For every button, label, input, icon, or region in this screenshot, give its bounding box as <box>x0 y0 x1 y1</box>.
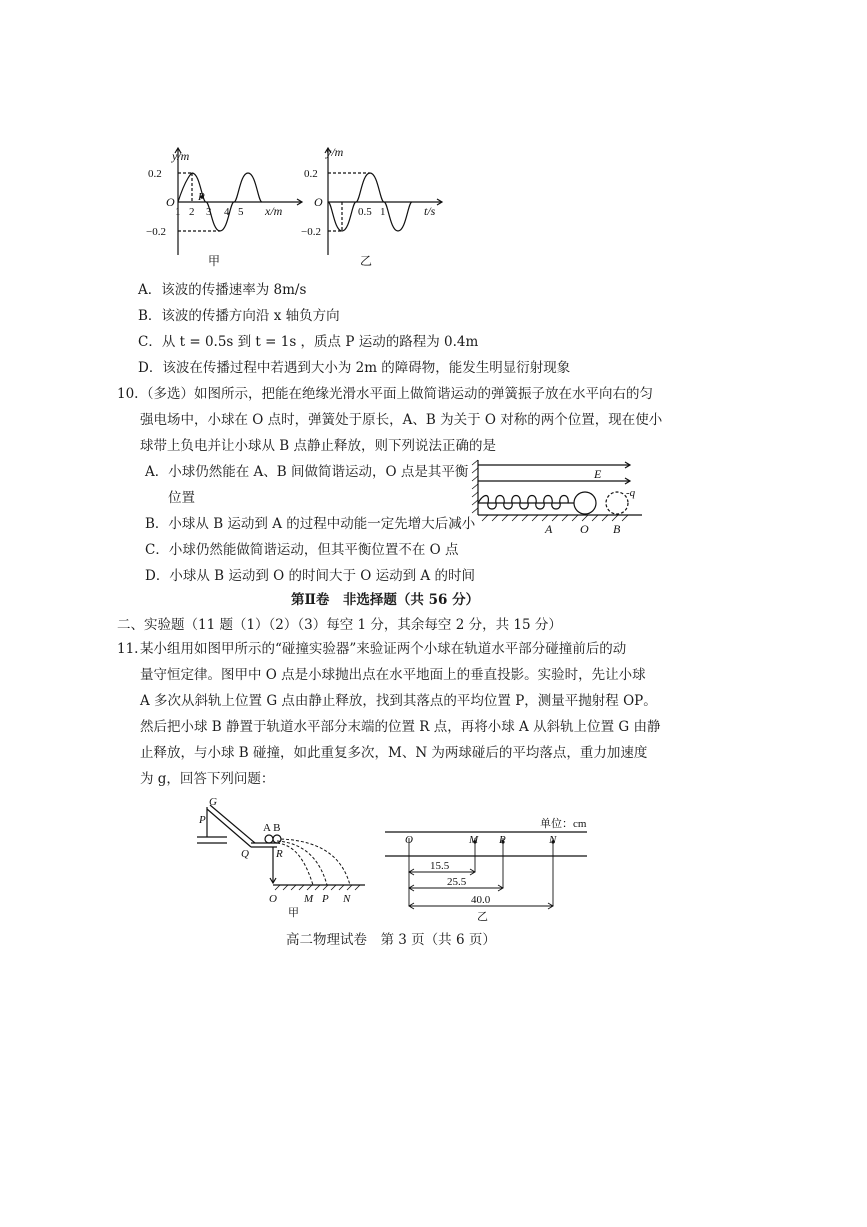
label-p-ramp: P <box>199 814 206 826</box>
graph-jia <box>146 140 310 270</box>
t-tick-1: 1 <box>380 206 386 218</box>
figure-caption: 乙 <box>477 911 488 923</box>
distance-on: 40.0 <box>471 894 491 906</box>
q11-line-4: 然后把小球 B 静置于轨道水平部分末端的位置 R 点，再将小球 A 从斜轨上位置 G 由静 <box>140 719 661 735</box>
landing-distance-figure <box>385 812 600 924</box>
y-neg-tick: −0.2 <box>146 226 166 238</box>
origin-label: O <box>166 195 175 209</box>
section-title: 第Ⅱ卷 非选择题（共 56 分） <box>291 592 480 608</box>
x-tick-3: 3 <box>206 206 212 218</box>
spring <box>478 496 568 510</box>
figure-caption: 甲 <box>288 907 299 919</box>
label-m: M <box>469 834 479 846</box>
q9-option-a: A．该波的传播速率为 8m/s <box>138 282 307 298</box>
q11-line-3: A 多次从斜轨上位置 G 点由静止释放，找到其落点的平均位置 P，测量平抛射程 OP。 <box>140 693 657 709</box>
label-o: O <box>405 834 413 846</box>
ball-released-position <box>606 492 628 514</box>
label-r: R <box>276 848 283 860</box>
label-n: N <box>549 834 557 846</box>
y-pos-tick: 0.2 <box>148 168 162 180</box>
q10-stem-line-2: 强电场中，小球在 O 点时，弹簧处于原长，A、B 为关于 O 对称的两个位置，现在使小 <box>140 412 663 428</box>
ball-b <box>273 835 281 843</box>
t-axis-label: t/s <box>424 204 436 218</box>
graph-caption: 乙 <box>360 254 373 268</box>
y-neg-tick: −0.2 <box>301 226 321 238</box>
trajectory-n <box>281 839 350 885</box>
q11-line-1: 某小组用如图甲所示的“碰撞实验器”来验证两个小球在轨道水平部分碰撞前后的动 <box>140 641 627 657</box>
x-tick-2: 2 <box>189 206 195 218</box>
q11-number: 11. <box>117 641 139 657</box>
label-q: Q <box>241 848 249 860</box>
label-p-floor: P <box>322 893 329 905</box>
q10-option-a: A．小球仍然能在 A、B 间做简谐运动，O 点是其平衡 <box>145 464 469 480</box>
graph-caption: 甲 <box>208 254 221 268</box>
q10-option-d: D．小球从 B 运动到 O 的时间大于 O 运动到 A 的时间 <box>145 568 475 584</box>
point-b-label: B <box>613 522 621 536</box>
label-p: P <box>499 834 506 846</box>
y-axis-label: y/m <box>172 149 190 163</box>
q11-line-2: 量守恒定律。图甲中 O 点是小球抛出点在水平地面上的垂直投影。实验时，先让小球 <box>140 667 646 683</box>
label-n: N <box>343 893 351 905</box>
ball <box>574 492 596 514</box>
origin-label: O <box>314 195 323 209</box>
q9-option-d: D．该波在传播过程中若遇到大小为 2m 的障碍物，能发生明显衍射现象 <box>138 360 571 376</box>
distance-om: 15.5 <box>430 860 450 872</box>
graph-yi <box>302 140 452 270</box>
q11-line-6: 为 g，回答下列问题： <box>140 771 275 787</box>
section-heading: 二、实验题（11 题（1）（2）（3）每空 1 分，其余每空 2 分，共 15 分） <box>117 617 562 633</box>
point-p-label: P <box>198 191 205 203</box>
spring-oscillator-figure <box>470 455 650 540</box>
q10-option-c: C．小球仍然能做简谐运动，但其平衡位置不在 O 点 <box>145 542 459 558</box>
q10-option-b: B．小球从 B 运动到 A 的过程中动能一定先增大后减小 <box>145 516 476 532</box>
unit-label: 单位：cm <box>540 818 587 830</box>
x-tick-1: 1 <box>175 206 181 218</box>
y-axis-label: y/m <box>326 145 344 159</box>
label-o: O <box>269 893 277 905</box>
x-axis-label: x/m <box>265 204 283 218</box>
field-label: E <box>594 467 602 481</box>
point-o-label: O <box>580 522 589 536</box>
label-m: M <box>304 893 314 905</box>
collision-apparatus-figure <box>195 795 370 925</box>
q9-option-b: B．该波的传播方向沿 x 轴负方向 <box>138 308 340 324</box>
q10-number: 10. <box>117 386 139 402</box>
q10-option-a-cont: 位置 <box>168 490 195 506</box>
charge-label: -q <box>626 487 636 499</box>
page-footer: 高二物理试卷 第 3 页（共 6 页） <box>286 932 496 948</box>
trajectory-p <box>277 841 327 885</box>
distance-op: 25.5 <box>447 876 467 888</box>
x-tick-5: 5 <box>238 206 244 218</box>
label-g: G <box>209 796 217 808</box>
q9-option-c: C．从 t = 0.5s 到 t = 1s ，质点 P 运动的路程为 0.4m <box>138 334 479 350</box>
ball-a <box>265 835 273 843</box>
q11-line-5: 止释放，与小球 B 碰撞，如此重复多次，M、N 为两球碰后的平均落点，重力加速度 <box>140 745 648 761</box>
t-tick-0-5: 0.5 <box>358 206 372 218</box>
q10-stem-line-3: 球带上负电并让小球从 B 点静止释放，则下列说法正确的是 <box>140 438 497 454</box>
point-a-label: A <box>545 522 553 536</box>
y-pos-tick: 0.2 <box>304 168 318 180</box>
label-ab: A B <box>263 822 281 834</box>
q10-stem-line-1: （多选）如图所示，把能在绝缘光滑水平面上做简谐运动的弹簧振子放在水平向右的匀 <box>140 386 653 402</box>
x-tick-4: 4 <box>224 206 230 218</box>
